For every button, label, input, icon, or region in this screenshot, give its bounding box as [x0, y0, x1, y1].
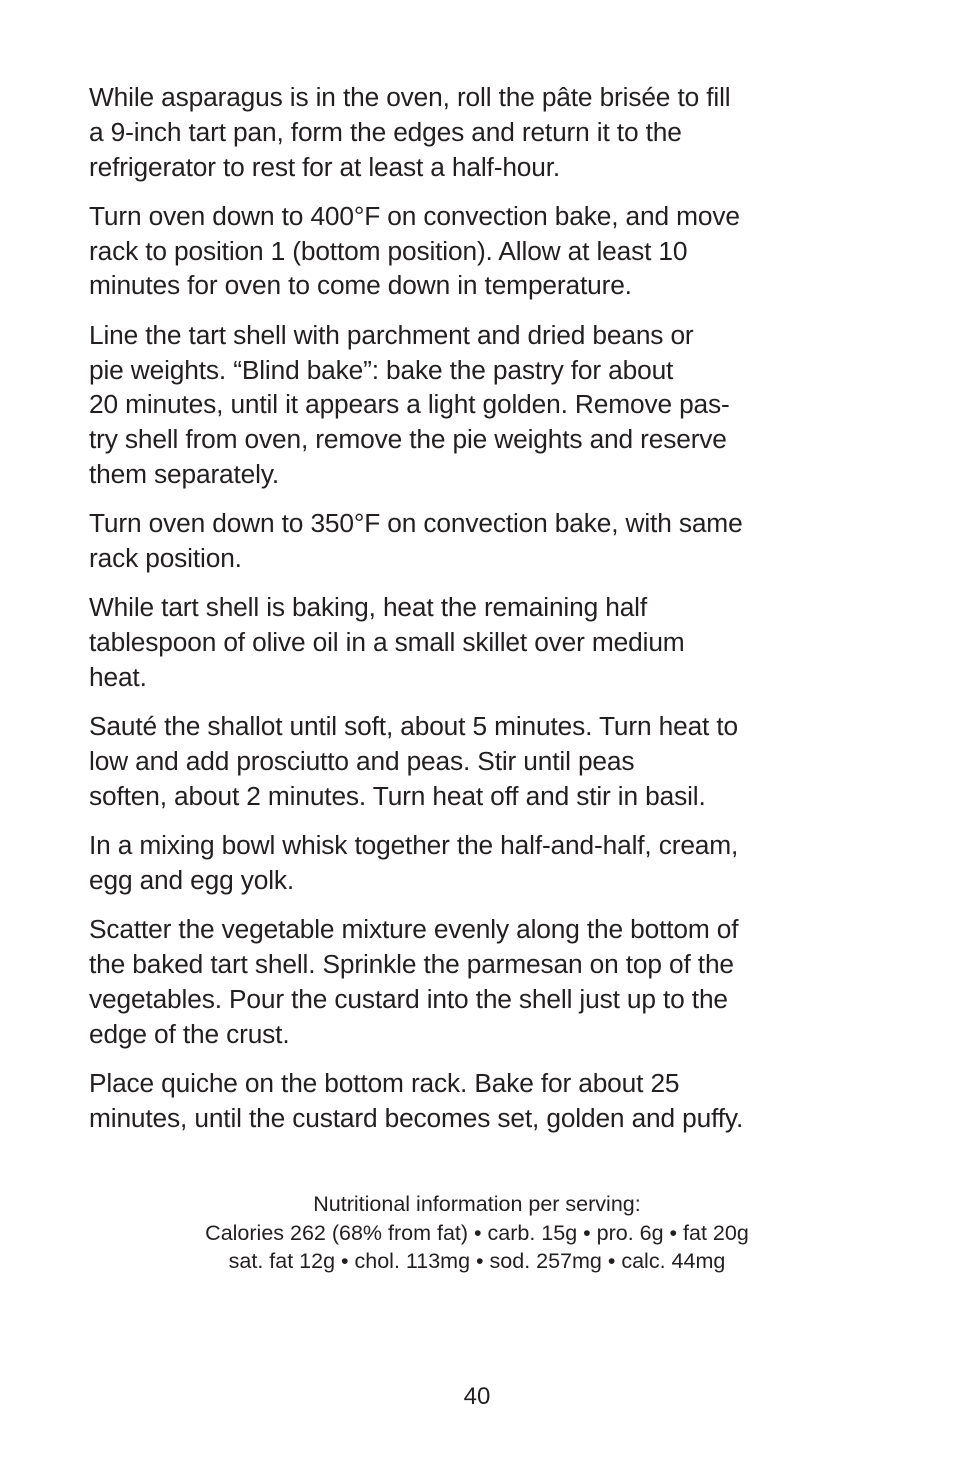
instruction-step: While tart shell is baking, heat the remaining half tablespoon of olive oil in a small skillet over medium heat. — [89, 592, 685, 692]
instruction-step: While asparagus is in the oven, roll the pâte brisée to fill a 9-inch tart pan, form the edges and return it to the refrigerator to rest for at least a half-hour. — [89, 82, 731, 182]
nutrition-line: Calories 262 (68% from fat) • carb. 15g • pro. 6g • fat 20g — [205, 1220, 749, 1245]
instruction-step: Turn oven down to 350°F on convection bake, with same rack position. — [89, 508, 743, 574]
instruction-step: Line the tart shell with parchment and dried beans or pie weights. “Blind bake”: bake the pastry for about 20 minutes, until it appears a light golden. Remove pas- try shell from oven, remove the pie weights and reserve them separately. — [89, 319, 730, 489]
instruction-step: Scatter the vegetable mixture evenly along the bottom of the baked tart shell. Sprinkle the parmesan on top of the vegetables. Pour the custard into the shell just up to the edge of the crust. — [89, 914, 739, 1049]
instruction-step: Place quiche on the bottom rack. Bake for about 25 minutes, until the custard becomes set, golden and puffy. — [89, 1067, 744, 1133]
instruction-step: Sauté the shallot until soft, about 5 minutes. Turn heat to low and add prosciutto and peas. Stir until peas soften, about 2 minutes. Turn heat off and stir in basil. — [89, 711, 738, 811]
instruction-step: In a mixing bowl whisk together the half-and-half, cream, egg and egg yolk. — [89, 830, 739, 895]
nutrition-line: sat. fat 12g • chol. 113mg • sod. 257mg • calc. 44mg — [228, 1249, 726, 1273]
recipe-instructions — [89, 80, 879, 1150]
instruction-step: Turn oven down to 400°F on convection bake, and move rack to position 1 (bottom position). Allow at least 10 minutes for oven to come down in temperature. — [89, 200, 740, 301]
nutrition-info — [0, 1190, 954, 1276]
nutrition-heading: Nutritional information per serving: — [313, 1192, 641, 1216]
page-number: 40 — [463, 1383, 491, 1410]
